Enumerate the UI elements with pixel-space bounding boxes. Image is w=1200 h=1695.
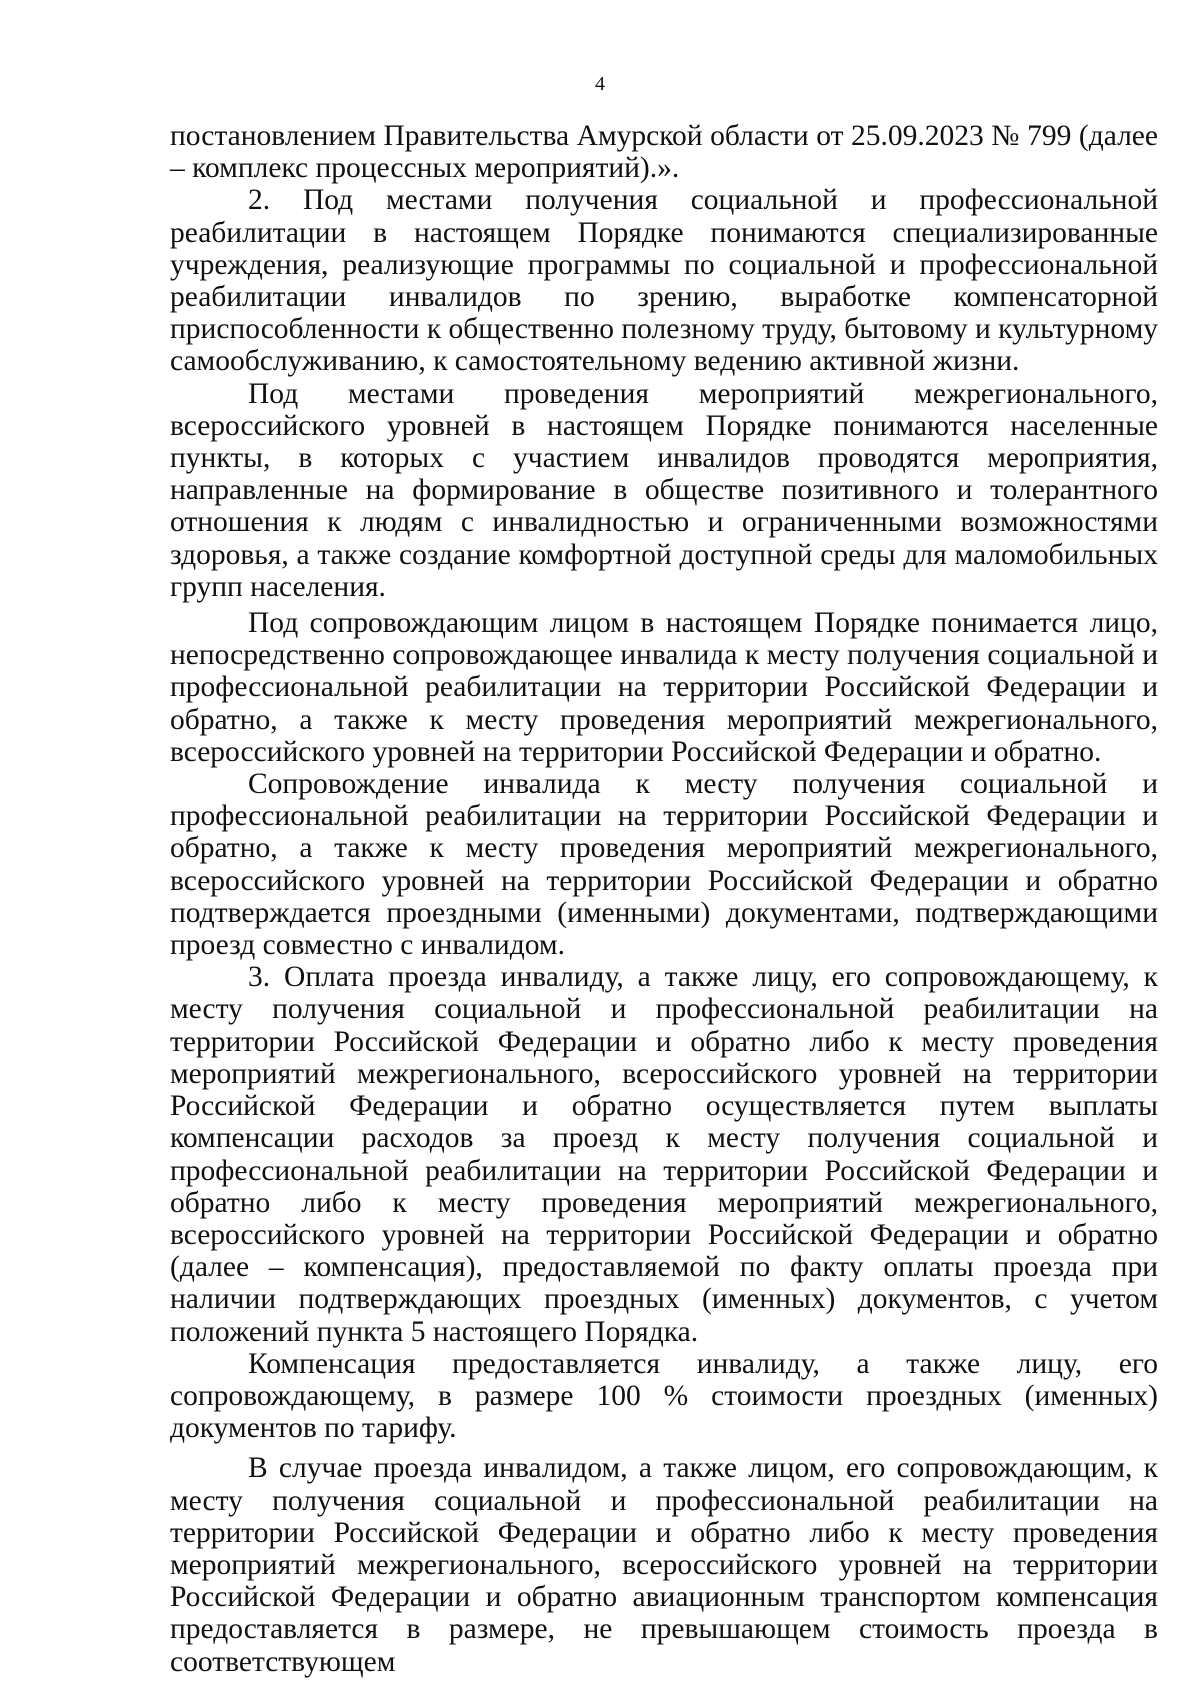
paragraph-item-3-payment: 3. Оплата проезда инвалиду, а также лицу, его сопровождающему, к месту получения социальной и профессиональной реабилитации на территории Российской Федерации и обратно либо к месту проведения мероприятий межрегионального, всероссийского уровней на территории Российской Федерации и обратно осуществляется путем выплаты компенсации расходов за проезд к месту получения социальной и профессиональной реабилитации на территории Российской Федерации и обратно либо к месту проведения мероприятий межрегионального, всероссийского уровней на территории Российской Федерации и обратно (далее – компенсация), предоставляемой по факту оплаты проезда при наличии подтверждающих проездных (именных) документов, с учетом положений пункта 5 настоящего Порядка.	[170, 961, 1158, 1348]
paragraph-accompaniment-confirmation: Сопровождение инвалида к месту получения социальной и профессиональной реабилитации на территории Российской Федерации и обратно, а также к месту проведения мероприятий межрегионального, всероссийского уровней на территории Российской Федерации и обратно подтверждается проездными (именными) документами, подтверждающими проезд совместно с инвалидом.	[170, 768, 1158, 962]
paragraph-air-transport: В случае проезда инвалидом, а также лицом, его сопровождающим, к месту получения социальной и профессиональной реабилитации на территории Российской Федерации и обратно либо к месту проведения мероприятий межрегионального, всероссийского уровней на территории Российской Федерации и обратно авиационным транспортом компенсация предоставляется в размере, не превышающем стоимость проезда в соответствующем	[170, 1452, 1158, 1678]
document-body	[170, 120, 1158, 1678]
page-number: 4	[595, 73, 605, 95]
paragraph-places-of-events: Под местами проведения мероприятий межрегионального, всероссийского уровней в настоящем Порядке понимаются населенные пункты, в которых с участием инвалидов проводятся мероприятия, направленные на формирование в обществе позитивного и толерантного отношения к людям с инвалидностью и ограниченными возможностями здоровья, а также создание комфортной доступной среды для маломобильных групп населения.	[170, 377, 1158, 603]
paragraph-item-2-places-of-rehabilitation: 2. Под местами получения социальной и профессиональной реабилитации в настоящем Порядке понимаются специализированные учреждения, реализующие программы по социальной и профессиональной реабилитации инвалидов по зрению, выработке компенсаторной приспособленности к общественно полезному труду, бытовому и культурному самообслуживанию, к самостоятельному ведению активной жизни.	[170, 184, 1158, 378]
paragraph-accompanying-person: Под сопровождающим лицом в настоящем Порядке понимается лицо, непосредственно сопровождающее инвалида к месту получения социальной и профессиональной реабилитации на территории Российской Федерации и обратно, а также к месту проведения мероприятий межрегионального, всероссийского уровней на территории Российской Федерации и обратно.	[170, 607, 1158, 768]
paragraph-continuation: постановлением Правительства Амурской области от 25.09.2023 № 799 (далее – комплекс процессных мероприятий).».	[170, 120, 1158, 185]
paragraph-compensation-amount: Компенсация предоставляется инвалиду, а также лицу, его сопровождающему, в размере 100 % стоимости проездных (именных) документов по тарифу.	[170, 1347, 1158, 1445]
